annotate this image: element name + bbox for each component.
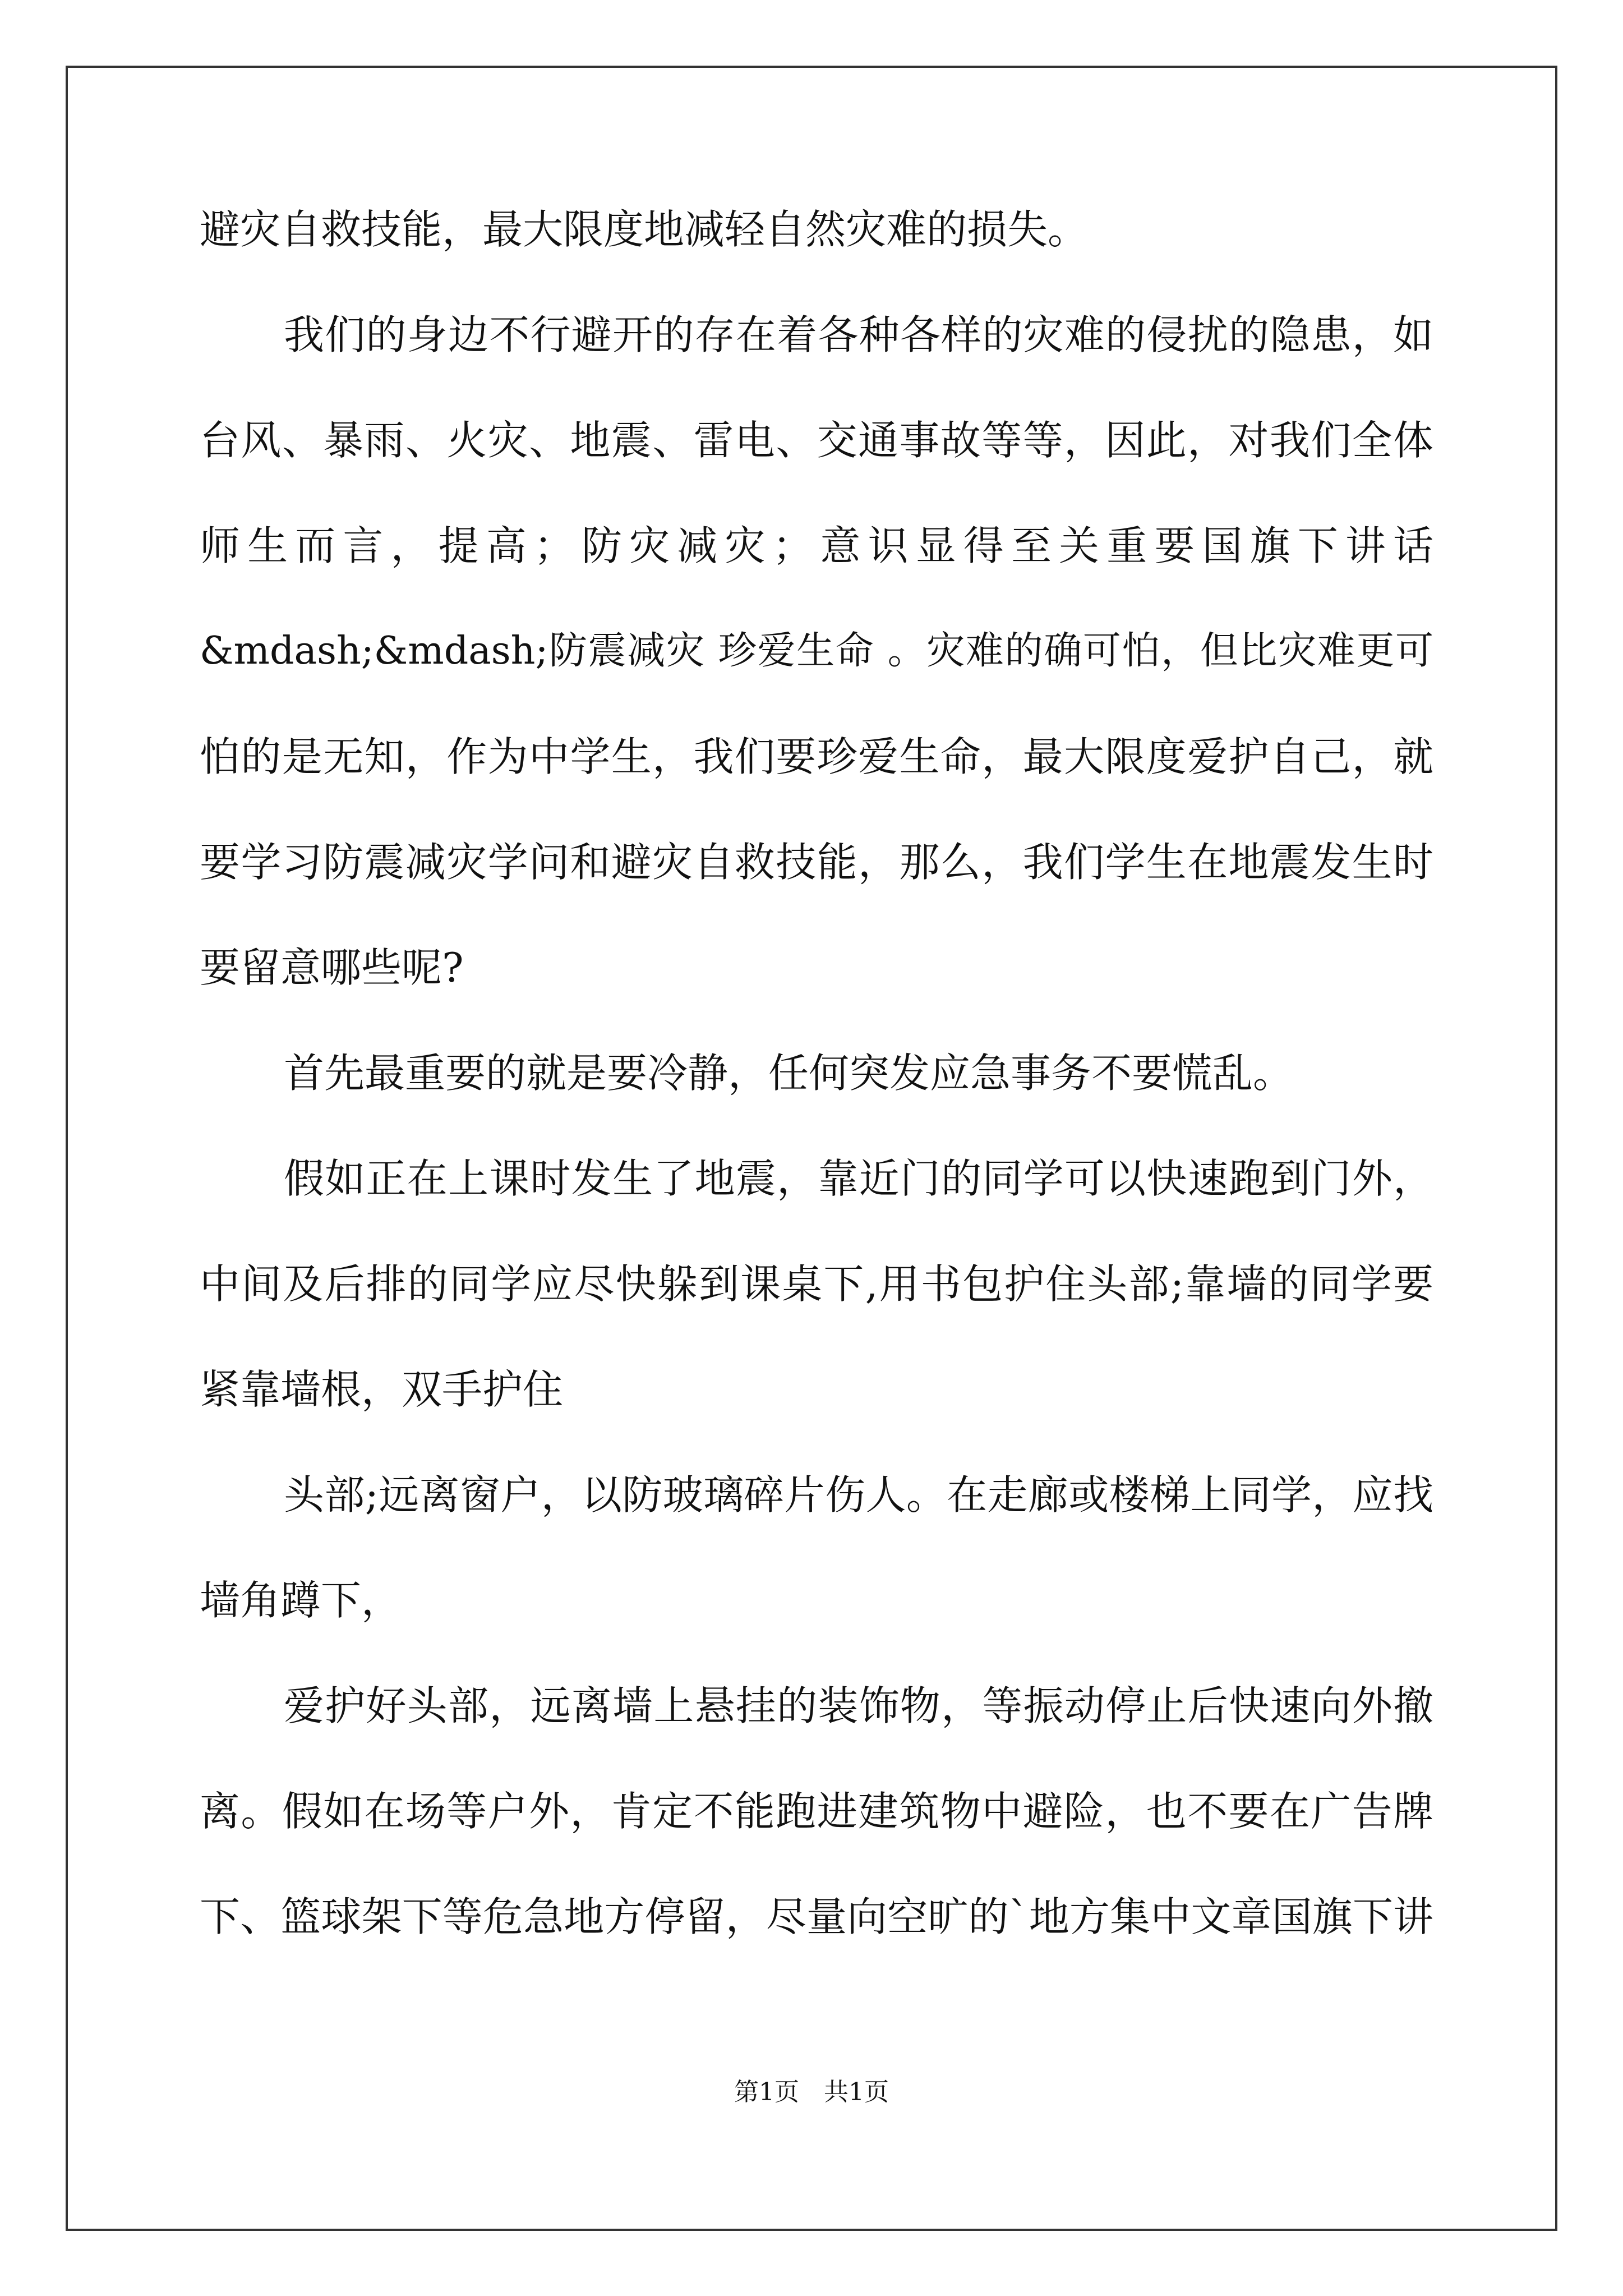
text-line: 离。假如在场等户外，肯定不能跑进建筑物中避险，也不要在广告牌: [200, 1788, 1433, 1835]
text-line: 墙角蹲下，: [200, 1577, 402, 1624]
text-line: 紧靠墙根，双手护住: [200, 1366, 564, 1413]
text-line: 爱护好头部，远离墙上悬挂的装饰物，等振动停止后快速向外撤: [284, 1682, 1433, 1729]
text-line: 我们的身边不行避开的存在着各种各样的灾难的侵扰的隐患，如: [284, 311, 1433, 358]
text-line: 要学习防震减灾学问和避灾自救技能，那么，我们学生在地震发生时: [200, 839, 1433, 886]
text-line: 假如正在上课时发生了地震，靠近门的同学可以快速跑到门外，: [284, 1155, 1433, 1202]
text-line: 怕的是无知，作为中学生，我们要珍爱生命，最大限度爱护自己，就: [200, 733, 1433, 780]
text-line: 下、篮球架下等危急地方停留，尽量向空旷的`地方集中文章国旗下讲: [200, 1893, 1433, 1940]
page-number-footer: 第1页 共1页: [734, 2078, 889, 2106]
text-line: 要留意哪些呢?: [200, 944, 464, 991]
text-line: &mdash;&mdash;防震减灾 珍爱生命 。灾难的确可怕，但比灾难更可: [200, 629, 1433, 673]
text-line: 台风、暴雨、火灾、地震、雷电、交通事故等等，因此，对我们全体: [200, 417, 1433, 464]
text-line: 避灾自救技能，最大限度地减轻自然灾难的损失。: [200, 206, 1089, 253]
text-line: 中间及后排的同学应尽快躲到课桌下,用书包护住头部;靠墙的同学要: [200, 1260, 1433, 1308]
text-line: 首先最重要的就是要冷静，任何突发应急事务不要慌乱。: [284, 1050, 1294, 1097]
text-line: 头部;远离窗户，以防玻璃碎片伤人。在走廊或楼梯上同学，应找: [284, 1471, 1433, 1519]
text-line: 师生而言，提高；防灾减灾；意识显得至关重要国旗下讲话: [200, 522, 1433, 569]
